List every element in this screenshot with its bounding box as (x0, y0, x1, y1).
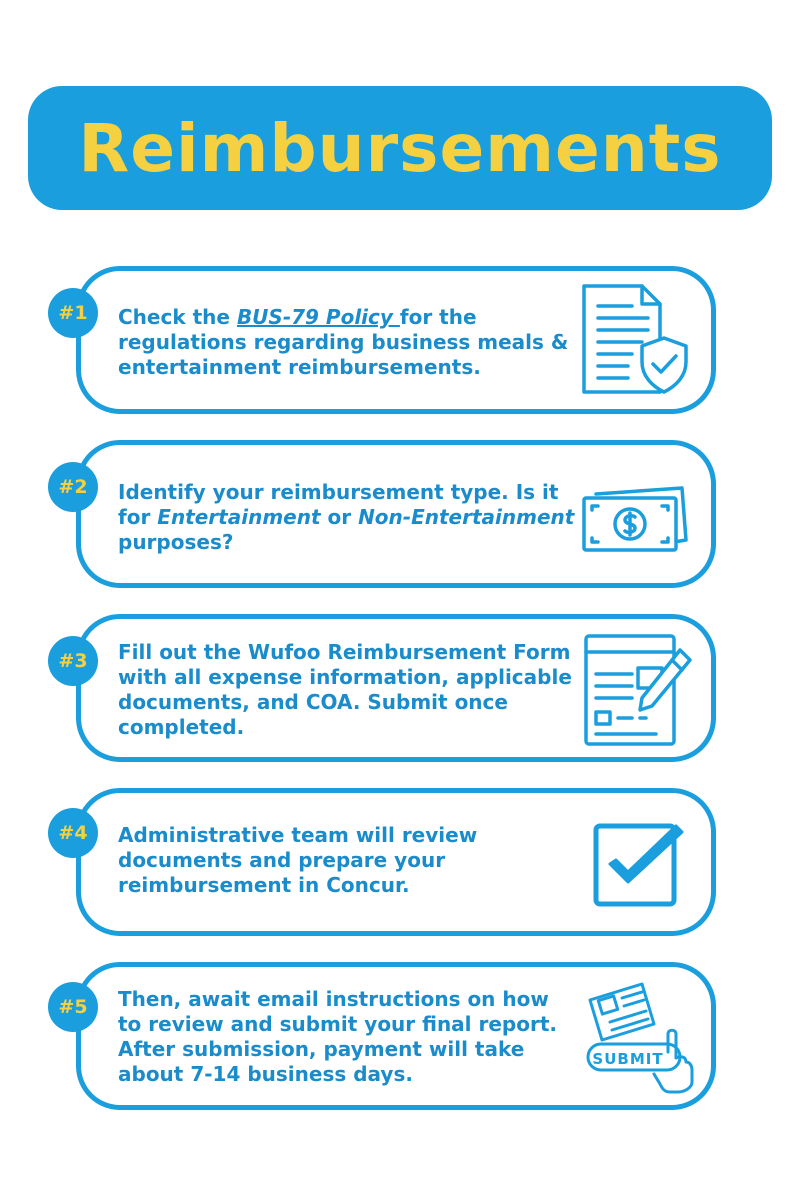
submit-icon-label: SUBMIT (592, 1050, 664, 1068)
step-text-2 (118, 480, 578, 555)
money-bill-icon (578, 484, 690, 560)
step-badge-1: #1 (48, 288, 98, 338)
submit-hand-icon (580, 978, 698, 1094)
step-badge-3: #3 (48, 636, 98, 686)
step-text-2-mid: or (320, 505, 359, 529)
step-badge-5: #5 (48, 982, 98, 1032)
policy-document-shield-icon (572, 280, 692, 398)
step-text-1 (118, 305, 578, 380)
form-pencil-icon (580, 630, 696, 748)
bus-79-policy-link[interactable]: BUS-79 Policy (236, 305, 400, 329)
non-entertainment-label: Non-Entertainment (358, 505, 575, 529)
step-badge-2: #2 (48, 462, 98, 512)
step-text-5: Then, await email instructions on how to review and submit your final report. After submission, payment will take about 7-14 business days. (118, 987, 558, 1086)
step-text-1-before: Check the (118, 305, 237, 329)
step-text-4: Administrative team will review documents and prepare your reimbursement in Concur. (118, 823, 478, 897)
title-banner (28, 86, 772, 210)
step-badge-4: #4 (48, 808, 98, 858)
entertainment-label: Entertainment (157, 505, 321, 529)
step-text-2-before: Identify your reimbursement type. Is it for (118, 480, 559, 529)
step-text-2-after: purposes? (118, 530, 234, 554)
step-text-1-after: for the regulations regarding business meals & entertainment reimbursements. (118, 305, 569, 379)
step-text-3: Fill out the Wufoo Reimbursement Form with all expense information, applicable documents, and COA. Submit once completed. (118, 640, 572, 739)
page-title: Reimbursements (78, 109, 722, 187)
checkbox-icon (590, 818, 690, 910)
